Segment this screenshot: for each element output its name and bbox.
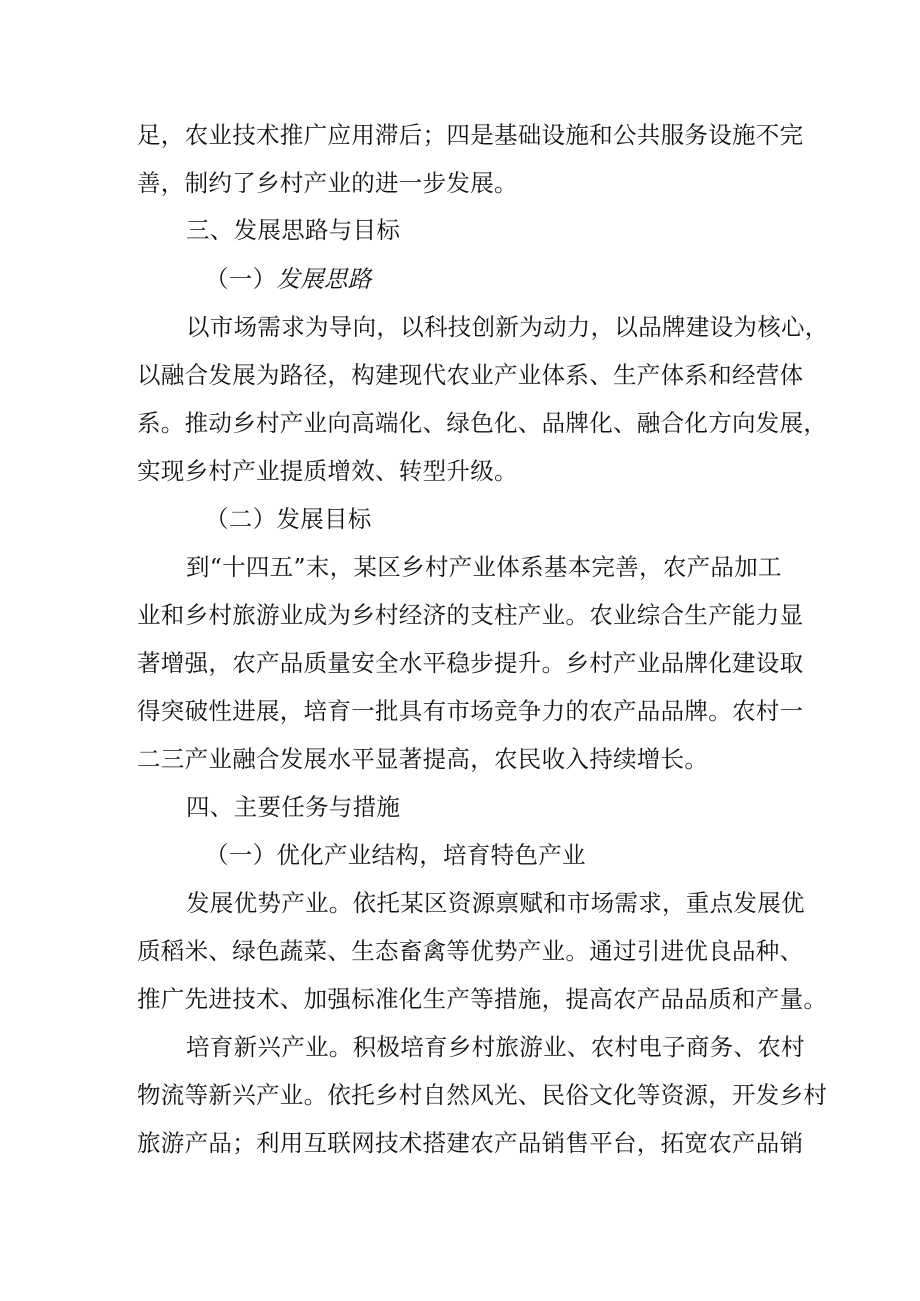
subsection-heading [205,264,372,294]
paragraph-line: 二三产业融合发展水平显著提高，农民收入持续增长。 [137,745,709,773]
paragraph-line: 发展优势产业。依托某区资源禀赋和市场需求，重点发展优 [186,889,805,917]
paragraph-line: 业和乡村旅游业成为乡村经济的支柱产业。农业综合生产能力显 [137,601,804,629]
paragraph-line: 质稻米、绿色蔬菜、生态畜禽等优势产业。通过引进优良品种、 [137,937,804,965]
paragraph-line: 推广先进技术、加强标准化生产等措施，提高农产品品质和产量。 [137,985,828,1013]
paragraph-line: 旅游产品；利用互联网技术搭建农产品销售平台，拓宽农产品销 [137,1129,804,1157]
paragraph-line: 足，农业技术推广应用滞后；四是基础设施和公共服务设施不完 [137,121,804,149]
section-heading: 三、发展思路与目标 [186,216,401,244]
paragraph-line: 物流等新兴产业。依托乡村自然风光、民俗文化等资源，开发乡村 [137,1081,828,1109]
subsection-number: （一） [205,265,277,293]
paragraph-line: 著增强，农产品质量安全水平稳步提升。乡村产业品牌化建设取 [137,649,804,677]
paragraph-line: 到“十四五”末，某区乡村产业体系基本完善，农产品加工 [186,553,782,581]
paragraph-line: 善，制约了乡村产业的进一步发展。 [137,169,518,197]
paragraph-line: 以市场需求为导向，以科技创新为动力，以品牌建设为核心， [186,313,829,341]
subsection-heading: （一）优化产业结构，培育特色产业 [205,841,586,869]
paragraph-line: 以融合发展为路径，构建现代农业产业体系、生产体系和经营体 [137,361,804,389]
paragraph-line: 培育新兴产业。积极培育乡村旅游业、农村电子商务、农村 [186,1033,805,1061]
section-heading: 四、主要任务与措施 [186,793,401,821]
paragraph-line: 实现乡村产业提质增效、转型升级。 [137,457,518,485]
subsection-title: 发展思路 [276,265,372,293]
paragraph-line: 系。推动乡村产业向高端化、绿色化、品牌化、融合化方向发展， [137,409,828,437]
paragraph-line: 得突破性进展，培育一批具有市场竞争力的农产品品牌。农村一 [137,697,804,725]
subsection-heading: （二）发展目标 [205,505,372,533]
